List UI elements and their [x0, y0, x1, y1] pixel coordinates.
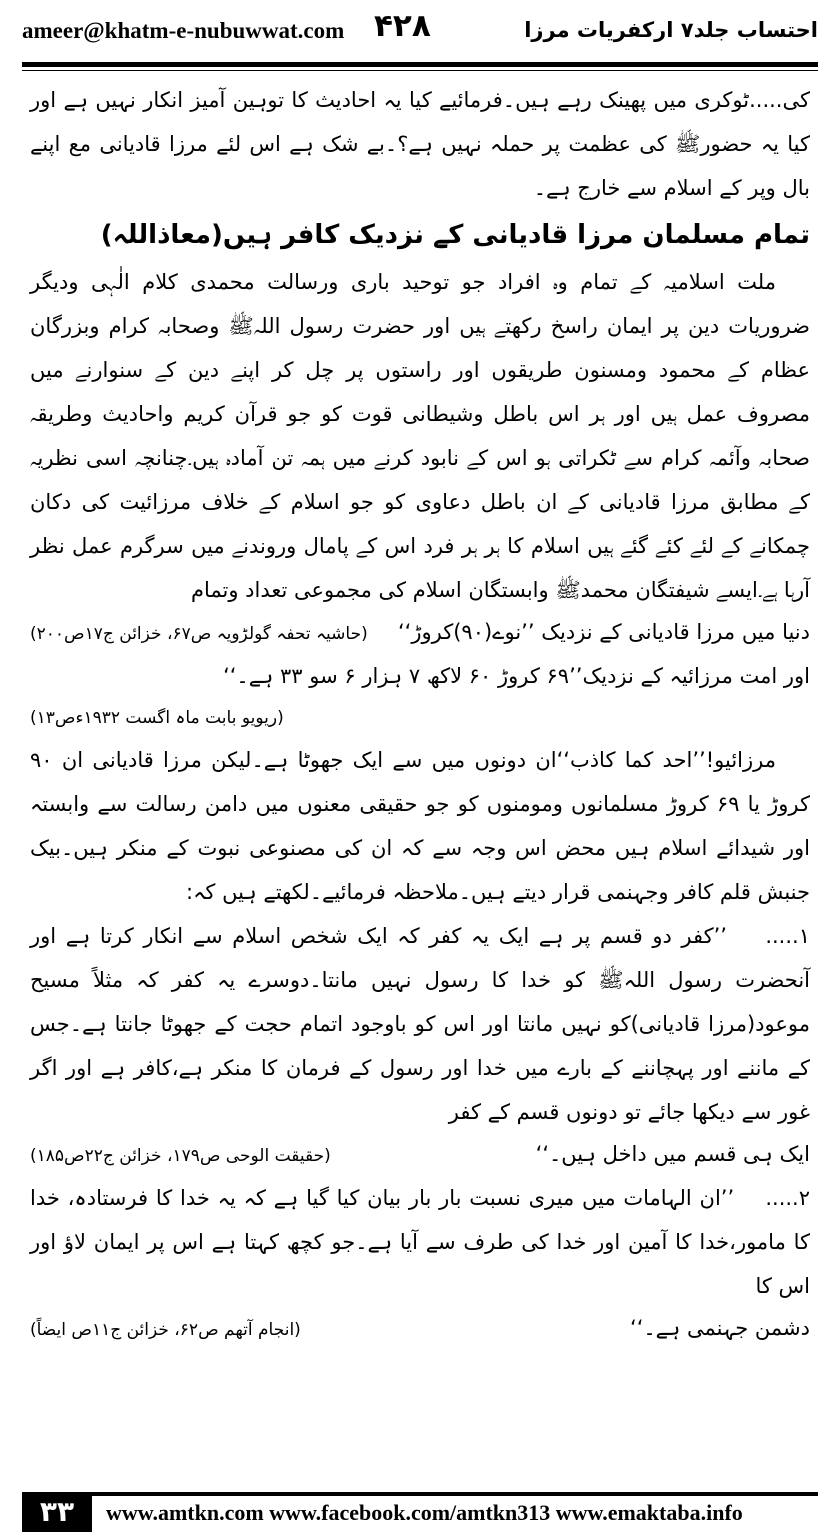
quote-1-end-text: ایک ہی قسم میں داخل ہیں۔‘‘ [535, 1142, 810, 1166]
paragraph-2-end-text: دنیا میں مرزا قادیانی کے نزدیک ’’نوے(۹۰)کروڑ‘‘ [398, 620, 810, 644]
quote-1 [30, 914, 810, 1134]
reference-haqiqat-ul-wahi: (حقیقت الوحی ص۱۷۹، خزائن ج۲۲ص۱۸۵) [30, 1146, 331, 1166]
header-book-title: احتساب جلد۷ ارکفریات مرزا [524, 18, 818, 42]
paragraph-2-end-row [30, 612, 810, 654]
footer-rule [92, 1492, 818, 1496]
paragraph-1: کی.....ٹوکری میں پھینک رہے ہیں۔فرمائیے کیا یہ احادیث کا توہین آمیز انکار نہیں ہے اور کیا یہ حضورﷺ کی عظمت پر حملہ نہیں ہے؟۔بے شک ہے اس لئے مرزا قادیانی مع اپنے بال وپر کے اسلام سے خارج ہے۔ [30, 88, 810, 200]
reference-review: (ریویو بابت ماہ اگست ۱۹۳۲ءص۱۳) [30, 708, 284, 728]
header-email: ameer@khatm-e-nubuwwat.com [22, 18, 345, 43]
quote-1-number: ۱..... [765, 924, 810, 948]
quote-1-end-row [30, 1134, 810, 1176]
quote-2-end-text: دشمن جہنمی ہے۔‘‘ [630, 1316, 810, 1340]
quote-2-number: ۲..... [765, 1186, 811, 1210]
footer-links: www.amtkn.com www.facebook.com/amtkn313 www.emaktaba.info [106, 1500, 743, 1525]
paragraph-3: اور امت مرزائیہ کے نزدیک’’۶۹ کروڑ ۶۰ لاکھ ۷ ہزار ۶ سو ۳۳ ہے۔‘‘ [223, 664, 810, 688]
reference-tuhfa: (حاشیہ تحفہ گولڑویہ ص۶۷، خزائن ج۱۷ص۲۰۰) [30, 624, 368, 644]
section-heading: تمام مسلمان مرزا قادیانی کے نزدیک کافر ہیں(معاذاللہ) [100, 220, 810, 250]
footer-page-number: ۳۳ [22, 1492, 92, 1532]
header-rule-thick [22, 62, 818, 67]
quote-2-end-row [30, 1308, 810, 1350]
quote-1-text: ’’کفر دو قسم پر ہے ایک یہ کفر کہ ایک شخص اسلام سے انکار کرتا ہے اور آنحضرت رسول اللہﷺ کو خدا کا رسول نہیں مانتا۔دوسرے یہ کفر کہ مثلاً مسیح موعود(مرزا قادیانی)کو نہیں مانتا اور اس کو باوجود اتمام حجت کے جھوٹا جانتا ہے۔جس کے ماننے اور پہچاننے کے بارے میں خدا اور رسول کے فرمان کا منکر ہے،کافر ہے اور اگر غور سے دیکھا جائے تو دونوں قسم کے کفر [30, 924, 810, 1124]
paragraph-2: ملت اسلامیہ کے تمام وہ افراد جو توحید باری ورسالت محمدی کلام الٰہی ودیگر ضروریات دین پر ایمان راسخ رکھتے ہیں اور حضرت رسول اللہﷺ وصحابہ کرام وبزرگان عظام کے محمود ومسنون طریقوں اور راستوں پر چل کر اپنے دین کے سنوارنے میں مصروف عمل ہیں اور ہر اس باطل وشیطانی قوت کو جو قرآن کریم واحادیث وطریقہ صحابہ وآئمہ کرام سے ٹکراتی ہو اس کے نابود کرنے میں ہمہ تن آمادہ ہیں۔چنانچہ اسی نظریہ کے مطابق مرزا قادیانی کے ان باطل دعاوی کو جو اسلام کے خلاف مرزائیت کی دکان چمکانے کے لئے کئے گئے ہیں اسلام کا ہر ہر فرد اس کے پامال وروندنے میں سرگرم عمل نظر آرہا ہے۔ایسے شیفتگان محمدﷺ وابستگان اسلام کی مجموعی تعداد وتمام [30, 270, 810, 602]
header-page-number: ۴۲۸ [374, 8, 431, 44]
quote-2-text: ’’ان الہامات میں میری نسبت بار بار بیان کیا گیا ہے کہ یہ خدا کا فرستادہ، خدا کا مامور،خدا کا آمین اور خدا کی طرف سے آیا ہے۔جو کچھ کہتا ہے اس پر ایمان لاؤ اور اس کا [30, 1186, 810, 1298]
page-body [30, 78, 810, 1350]
paragraph-4: مرزائیو!’’احد کما کاذب‘‘ان دونوں میں سے ایک جھوٹا ہے۔لیکن مرزا قادیانی ان ۹۰ کروڑ یا ۶۹ کروڑ مسلمانوں ومومنوں کو جو حقیقی معنوں میں دامن رسالت سے وابستہ اور شیدائے اسلام ہیں محض اس وجہ سے کہ ان کی مصنوعی نبوت کے منکر ہیں۔بیک جنبش قلم کافر وجہنمی قرار دیتے ہیں۔ملاحظہ فرمائیے۔لکھتے ہیں کہ: [30, 748, 810, 904]
quote-2 [30, 1176, 810, 1308]
page-footer [22, 1492, 818, 1532]
header-rule-thin [22, 70, 818, 71]
page-header [22, 6, 818, 62]
reference-anjam-atham: (انجام آتھم ص۶۲، خزائن ج۱۱ص ایضاً) [30, 1320, 301, 1340]
